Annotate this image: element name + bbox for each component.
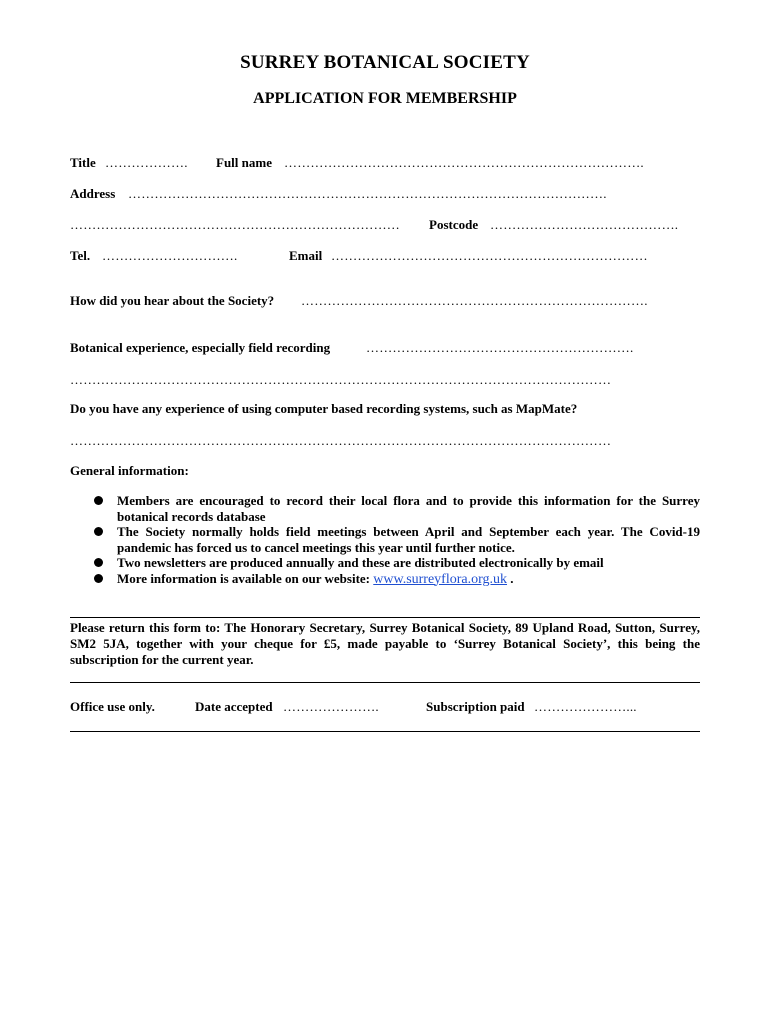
botanical-row xyxy=(70,340,700,358)
list-item xyxy=(70,524,700,555)
botanical-label: Botanical experience, especially field recording xyxy=(70,340,331,355)
office-use-row xyxy=(70,699,700,717)
fullname-label: Full name xyxy=(216,155,272,170)
date-accepted-label: Date accepted xyxy=(195,699,273,714)
hear-row xyxy=(70,293,700,311)
computer-question-row xyxy=(70,401,700,419)
bullet-end: . xyxy=(507,570,514,586)
list-item xyxy=(70,493,700,524)
hear-field[interactable]: ……………………………………………………………………. xyxy=(301,293,648,308)
general-heading-row xyxy=(70,463,700,481)
bullet-text: Two newsletters are produced annually and these are distributed electronically by email xyxy=(117,555,604,570)
email-label: Email xyxy=(289,248,323,263)
botanical-row-2 xyxy=(70,372,700,390)
bullet-icon xyxy=(94,574,103,583)
subscription-paid-label: Subscription paid xyxy=(426,699,525,714)
return-instructions: Please return this form to: The Honorary Secretary, Surrey Botanical Society, 89 Upland Road, Sutton, Surrey, SM2 5JA, together with your cheque for £5, made payable to ‘Surrey Botanical Society’, this being the subscription for the current year. xyxy=(70,620,700,667)
general-info-list xyxy=(70,493,700,587)
email-field[interactable]: ……………………………………………………………… xyxy=(331,248,648,263)
title-field[interactable]: ………………. xyxy=(105,155,188,170)
office-use-label: Office use only. xyxy=(70,699,155,714)
bullet-icon xyxy=(94,527,103,536)
page-subtitle: APPLICATION FOR MEMBERSHIP xyxy=(253,90,517,107)
page-title: SURREY BOTANICAL SOCIETY xyxy=(240,52,530,73)
bullet-text: The Society normally holds field meetings between April and September each year. The Covid-19 pandemic has forced us to cancel meetings this year until further notice. xyxy=(117,524,700,555)
general-heading: General information: xyxy=(70,463,189,478)
bullet-icon xyxy=(94,496,103,505)
title-name-row xyxy=(70,155,700,173)
bullet-text: Members are encouraged to record their local flora and to provide this information for the Surrey botanical records database xyxy=(117,493,700,524)
address-row xyxy=(70,186,700,204)
list-item xyxy=(70,555,700,571)
hear-label: How did you hear about the Society? xyxy=(70,293,275,308)
bullet-icon xyxy=(94,558,103,567)
divider-top xyxy=(70,617,700,618)
tel-field[interactable]: …………………………. xyxy=(102,248,238,263)
address2-field[interactable]: ………………………………………………………………… xyxy=(70,217,400,232)
postcode-field[interactable]: ……………………………………. xyxy=(490,217,679,232)
list-item xyxy=(70,571,700,588)
title-label: Title xyxy=(70,155,96,170)
address-label: Address xyxy=(70,186,116,201)
subscription-paid-field[interactable]: …………………... xyxy=(534,699,637,714)
computer-field[interactable]: …………………………………………………………………………………………………………… xyxy=(70,433,612,448)
website-link[interactable]: www.surreyflora.org.uk xyxy=(373,571,508,587)
botanical-field-2[interactable]: …………………………………………………………………………………………………………… xyxy=(70,372,612,387)
computer-answer-row xyxy=(70,433,700,451)
date-accepted-field[interactable]: …………………. xyxy=(283,699,379,714)
divider-middle xyxy=(70,682,700,683)
address-field[interactable]: ………………………………………………………………………………………………. xyxy=(128,186,607,201)
postcode-label: Postcode xyxy=(429,217,479,232)
computer-label: Do you have any experience of using computer based recording systems, such as MapMate? xyxy=(70,401,578,416)
tel-label: Tel. xyxy=(70,248,91,263)
bullet-text: More information is available on our website: xyxy=(117,570,374,586)
botanical-field[interactable]: ……………………………………………………. xyxy=(366,340,634,355)
address2-postcode-row xyxy=(70,217,700,235)
divider-bottom xyxy=(70,731,700,732)
tel-email-row xyxy=(70,248,700,266)
fullname-field[interactable]: ………………………………………………………………………. xyxy=(284,155,644,170)
